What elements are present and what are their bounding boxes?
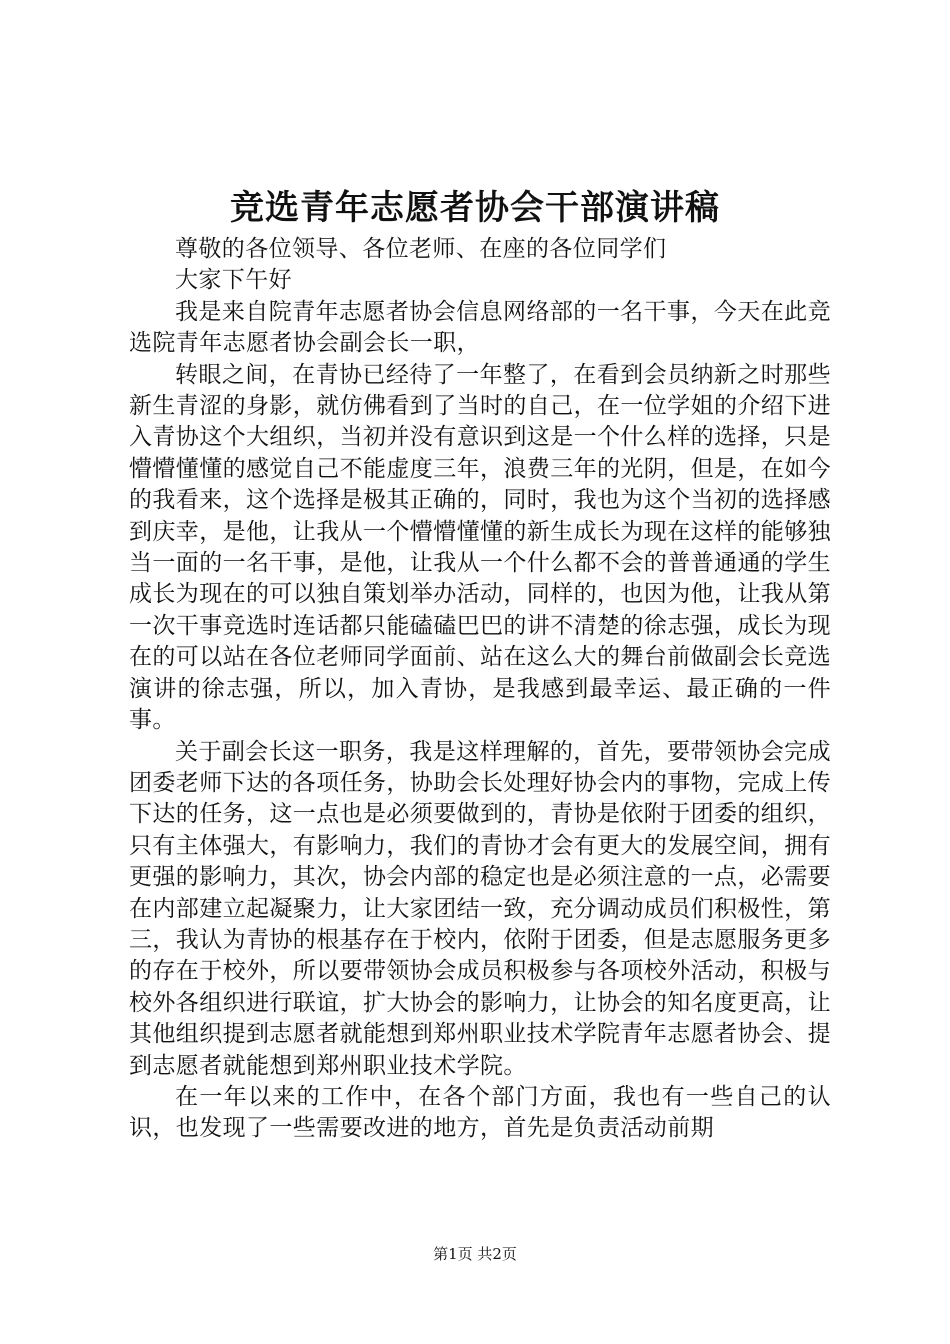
document-body	[129, 234, 831, 1145]
paragraph-experience: 转眼之间，在青协已经待了一年整了，在看到会员纳新之时那些新生青涩的身影，就仿佛看到了当时的自己，在一位学姐的介绍下进入青协这个大组织，当初并没有意识到这是一个什么样的选择，只是懵懵懂懂的感觉自己不能虚度三年，浪费三年的光阴，但是，在如今的我看来，这个选择是极其正确的，同时，我也为这个当初的选择感到庆幸，是他，让我从一个懵懵懂懂的新生成长为现在这样的能够独当一面的一名干事，是他，让我从一个什么都不会的普普通通的学生成长为现在的可以独自策划举办活动，同样的，也因为他，让我从第一次干事竞选时连话都只能磕磕巴巴的讲不清楚的徐志强，成长为现在的可以站在各位老师同学面前、站在这么大的舞台前做副会长竞选演讲的徐志强，所以，加入青协，是我感到最幸运、最正确的一件事。	[129, 361, 831, 734]
paragraph-role-understanding: 关于副会长这一职务，我是这样理解的，首先，要带领协会完成团委老师下达的各项任务，协助会长处理好协会内的事物，完成上传下达的任务，这一点也是必须要做到的，青协是依附于团委的组织，只有主体强大，有影响力，我们的青协才会有更大的发展空间，拥有更强的影响力，其次，协会内部的稳定也是必须注意的一点，必需要在内部建立起凝聚力，让大家团结一致，充分调动成员们积极性，第三，我认为青协的根基存在于校内，依附于团委，但是志愿服务更多的存在于校外，所以要带领协会成员积极参与各项校外活动，积极与校外各组织进行联谊，扩大协会的影响力，让协会的知名度更高，让其他组织提到志愿者就能想到郑州职业技术学院青年志愿者协会、提到志愿者就能想到郑州职业技术学院。	[129, 738, 831, 1079]
paragraph-salutation: 尊敬的各位领导、各位老师、在座的各位同学们	[175, 236, 667, 262]
paragraph-work-reflection: 在一年以来的工作中，在各个部门方面，我也有一些自己的认识，也发现了一些需要改进的地方，首先是负责活动前期	[129, 1083, 831, 1142]
paragraph-greeting: 大家下午好	[175, 267, 292, 294]
document-title: 竞选青年志愿者协会干部演讲稿	[230, 188, 720, 228]
paragraph-introduction: 我是来自院青年志愿者协会信息网络部的一名干事，今天在此竞选院青年志愿者协会副会长一职，	[129, 298, 831, 357]
page-number-footer: 第1页 共2页	[433, 1245, 517, 1263]
